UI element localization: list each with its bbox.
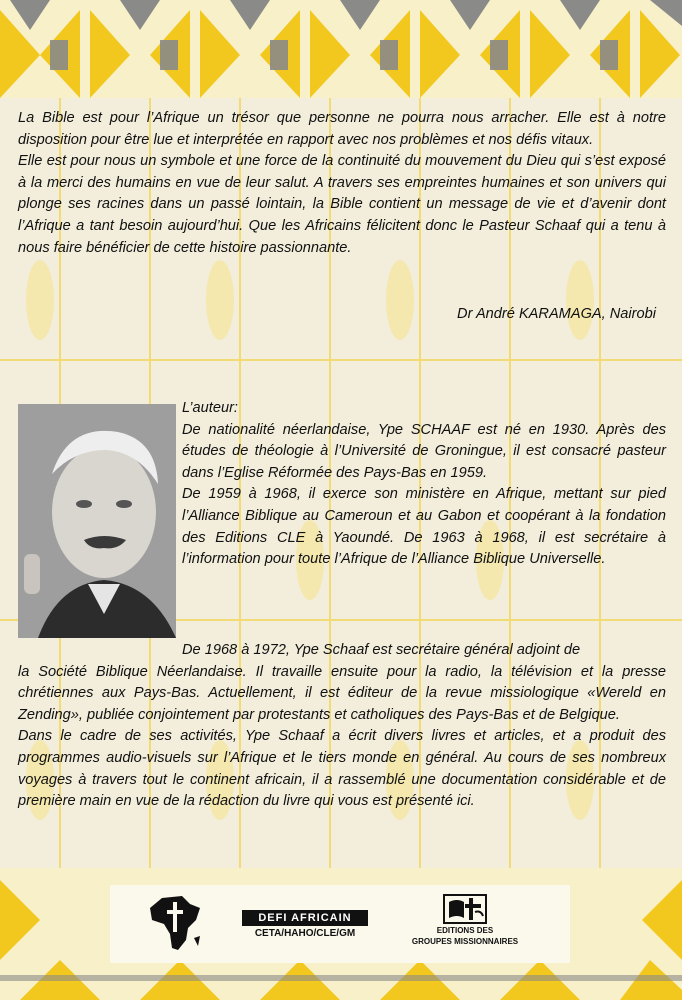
editions-groupes-missionnaires-logo	[410, 894, 520, 946]
publisher-logos	[0, 880, 682, 960]
author-bio-paragraph-4: Dans le cadre de ses activités, Ype Schaaf a écrit divers livres et articles, et a produit des programmes audio-visuels sur l’Afrique et le tiers monde en général. Au cours de ses nombreux voyages à travers tout le continent africain, il a rassemblé une documentation considérable et de première main en vue de la rédaction du livre qui vous est présenté ici.	[18, 728, 666, 810]
author-bio-paragraph-1: De nationalité néerlandaise, Ype SCHAAF est né en 1930. Après des études de théologie à l’Université de Groningue, il est consacré pasteur dans l’Eglise Réformée des Pays-Bas en 1959.	[182, 421, 666, 481]
quote-block	[18, 108, 666, 259]
author-bio-top	[182, 398, 666, 571]
quote-paragraph-2: Elle est pour nous un symbole et une force de la continuité du mouvement du Dieu qui s’est exposé à la merci des humains en vue de leur salut. A travers ses empreintes humaines et son univers qui plonge ses racines dans un passé lointain, la Bible contient un message de vie et d’avenir dont l’Afrique a tant besoin aujourd’hui. Que les Africains félicitent donc le Pasteur Schaaf qui a tenu à nous faire bénéficier de cette histoire passionnante.	[18, 153, 666, 256]
author-bio-paragraph-2: De 1959 à 1968, il exerce son ministère en Afrique, mettant sur pied l’Alliance Biblique au Cameroun et au Gabon et coopérant à la fondation des Editions CLE à Yaoundé. De 1963 à 1968, il est secrétaire à l’information pour toute l’Afrique de l’Alliance Biblique Universelle.	[182, 486, 666, 568]
egm-line-1: EDITIONS DES	[436, 926, 494, 935]
author-heading: L’auteur:	[182, 400, 238, 416]
egm-line-2: GROUPES MISSIONNAIRES	[411, 937, 519, 946]
author-bio-paragraph-3-start: De 1968 à 1972, Ype Schaaf est secrétaire général adjoint de	[182, 642, 581, 658]
author-photo	[18, 404, 176, 638]
book-cross-icon	[443, 894, 487, 924]
author-bio-paragraph-3-rest: la Société Biblique Néerlandaise. Il travaille ensuite pour la radio, la télévision et la presse chrétiennes aux Pays-Bas. Actuellement, il est éditeur de la revue missiologique «Wereld en Zending», publiée conjointement par protestants et catholiques des Pays-Bas et de Belgique.	[18, 663, 666, 723]
author-bio-bottom	[18, 640, 666, 813]
quote-signature: Dr André KARAMAGA, Nairobi	[457, 306, 656, 322]
defi-africain-subtitle: CETA/HAHO/CLE/GM	[254, 928, 356, 939]
defi-africain-logo	[242, 910, 368, 939]
quote-paragraph-1: La Bible est pour l’Afrique un trésor que personne ne pourra nous arracher. Elle est à notre disposition pour être lue et interprétée en rapport avec nos problèmes et nos défis vitaux.	[18, 110, 666, 148]
defi-africain-title: DEFI AFRICAIN	[242, 910, 368, 926]
africa-cross-logo-icon	[148, 894, 204, 954]
